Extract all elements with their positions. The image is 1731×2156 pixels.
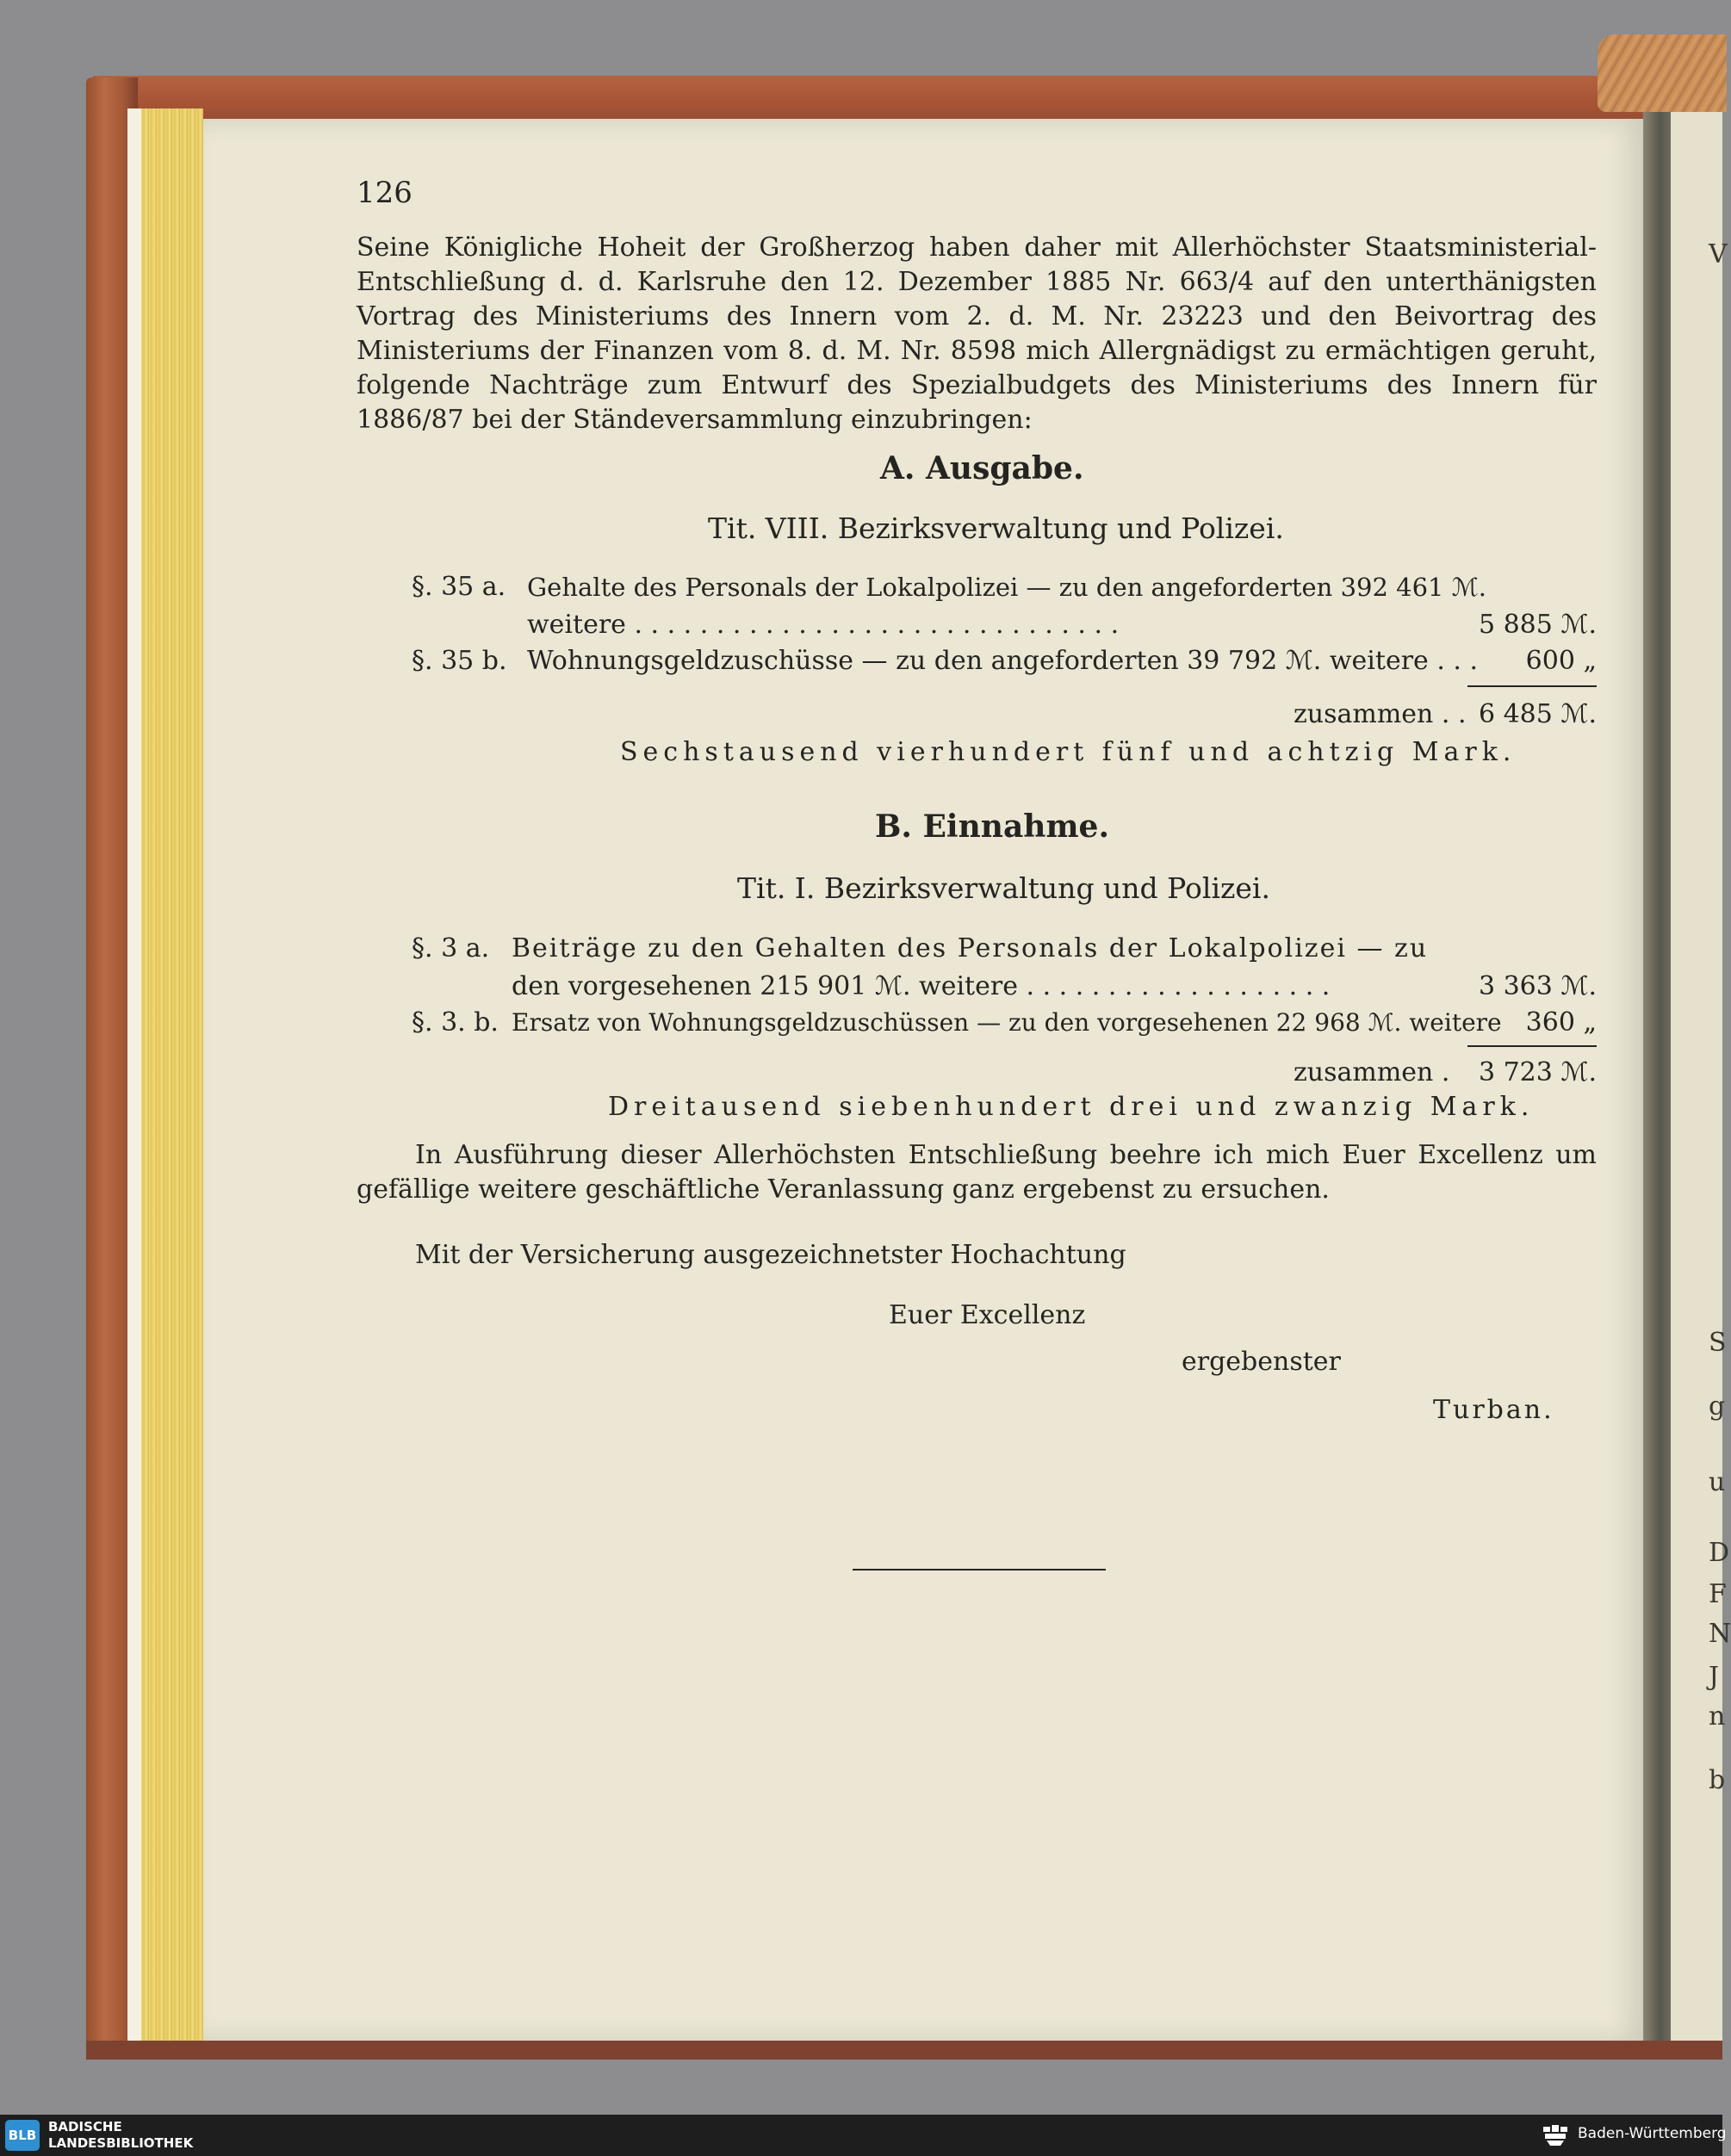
end-rule (853, 1569, 1106, 1571)
facing-page-glyph: F (1709, 1579, 1727, 1609)
sum-rule (1467, 685, 1597, 687)
section-a-heading: A. Ausgabe. (880, 450, 1084, 486)
item-text: weitere . . . . . . . . . . . . . . . . . . . . . . . . . . . . . . (527, 610, 1120, 640)
sum-rule (1467, 1045, 1597, 1047)
item-amount: 5 885 ℳ. (1478, 610, 1597, 640)
salutation: Mit der Versicherung ausgezeichnetster Hochachtung (415, 1240, 1126, 1270)
facing-page-glyph: D (1709, 1538, 1730, 1568)
blb-logo: BLB (5, 2120, 40, 2151)
facing-page-glyph: g (1709, 1391, 1726, 1422)
facing-page-glyph: b (1709, 1765, 1726, 1795)
section-b-heading: B. Einnahme. (875, 808, 1109, 845)
intro-paragraph: Seine Königliche Hoheit der Großherzog haben daher mit Allerhöchster Staatsministerial-Entschließung d. d. Karlsruhe den 12. Dezember 1885 Nr. 663/4 auf den unterthänigsten Vortrag des Ministeriums des Innern vom 2. d. M. Nr. 23223 und den Beivortrag des Ministeriums der Finanzen vom 8. d. M. Nr. 8598 mich Allergnädigst zu ermächtigen geruht, folgende Nachträge zum Entwurf des Spezialbudgets des Ministeriums des Innern für 1886/87 bei der Ständeversammlung einzubringen: (357, 232, 1597, 435)
item-ref: §. 35 a. (412, 572, 506, 602)
book-cover-bottom (86, 2041, 1722, 2060)
facing-page-fragment (1667, 112, 1731, 2041)
section-a-title: Tit. VIII. Bezirksverwaltung und Polizei. (708, 511, 1284, 545)
page-number: 126 (357, 176, 413, 210)
item-text: den vorgesehenen 215 901 ℳ. weitere . . . . . . . . . . . . . . . . . . . (512, 971, 1331, 1001)
item-ref: §. 3. b. (412, 1007, 499, 1038)
item-text: Gehalte des Personals der Lokalpolizei — zu den angeforderten 392 461 ℳ. (527, 573, 1486, 602)
facing-page-glyph: N (1709, 1619, 1731, 1649)
facing-page-glyph: n (1709, 1701, 1726, 1732)
item-amount: 360 „ (1525, 1007, 1597, 1038)
facing-page-glyph: V (1709, 239, 1728, 270)
gilt-page-edges (141, 108, 203, 2046)
addressee: Euer Excellenz (889, 1300, 1086, 1330)
library-name: BADISCHE LANDESBIBLIOTHEK (48, 2119, 194, 2151)
item-amount: 3 363 ℳ. (1478, 971, 1597, 1001)
book-gutter (1643, 112, 1671, 2041)
item-text: Ersatz von Wohnungsgeldzuschüssen — zu den vorgesehenen 22 968 ℳ. weitere (512, 1008, 1502, 1037)
amount-in-words: Sechstausend vierhundert fünf und achtzig Mark. (620, 737, 1517, 767)
item-text: Wohnungsgeldzuschüsse — zu den angeforderten 39 792 ℳ. weitere . . . (527, 646, 1479, 676)
item-text: Beiträge zu den Gehalten des Personals der Lokalpolizei — zu (512, 933, 1429, 963)
signature: Turban. (1433, 1395, 1554, 1425)
page-edge (127, 108, 141, 2041)
baden-wuerttemberg-coat-of-arms-icon (1542, 2123, 1569, 2147)
state-name: Baden-Württemberg (1578, 2125, 1727, 2142)
item-ref: §. 35 b. (412, 646, 507, 676)
footer-bar (0, 2115, 1727, 2156)
ribbon-bookmark (1598, 34, 1727, 112)
complimentary-close: ergebenster (1182, 1347, 1341, 1377)
amount-in-words: Dreitausend siebenhundert drei und zwanzig Mark. (608, 1092, 1535, 1122)
total-amount: 6 485 ℳ. (1478, 699, 1597, 729)
section-b-title: Tit. I. Bezirksverwaltung und Polizei. (737, 871, 1270, 905)
total-label: zusammen . (1294, 1057, 1450, 1087)
total-label: zusammen . . (1294, 699, 1467, 729)
closing-paragraph: In Ausführung dieser Allerhöchsten Entschließung beehre ich mich Euer Excellenz um gefällige weitere geschäftliche Veranlassung ganz ergebenst zu ersuchen. (357, 1140, 1597, 1205)
facing-page-glyph: J (1709, 1662, 1720, 1692)
total-amount: 3 723 ℳ. (1478, 1057, 1597, 1087)
facing-page-glyph: u (1709, 1467, 1726, 1497)
item-ref: §. 3 a. (412, 933, 490, 963)
facing-page-glyph: S (1709, 1328, 1727, 1358)
item-amount: 600 „ (1525, 646, 1597, 676)
